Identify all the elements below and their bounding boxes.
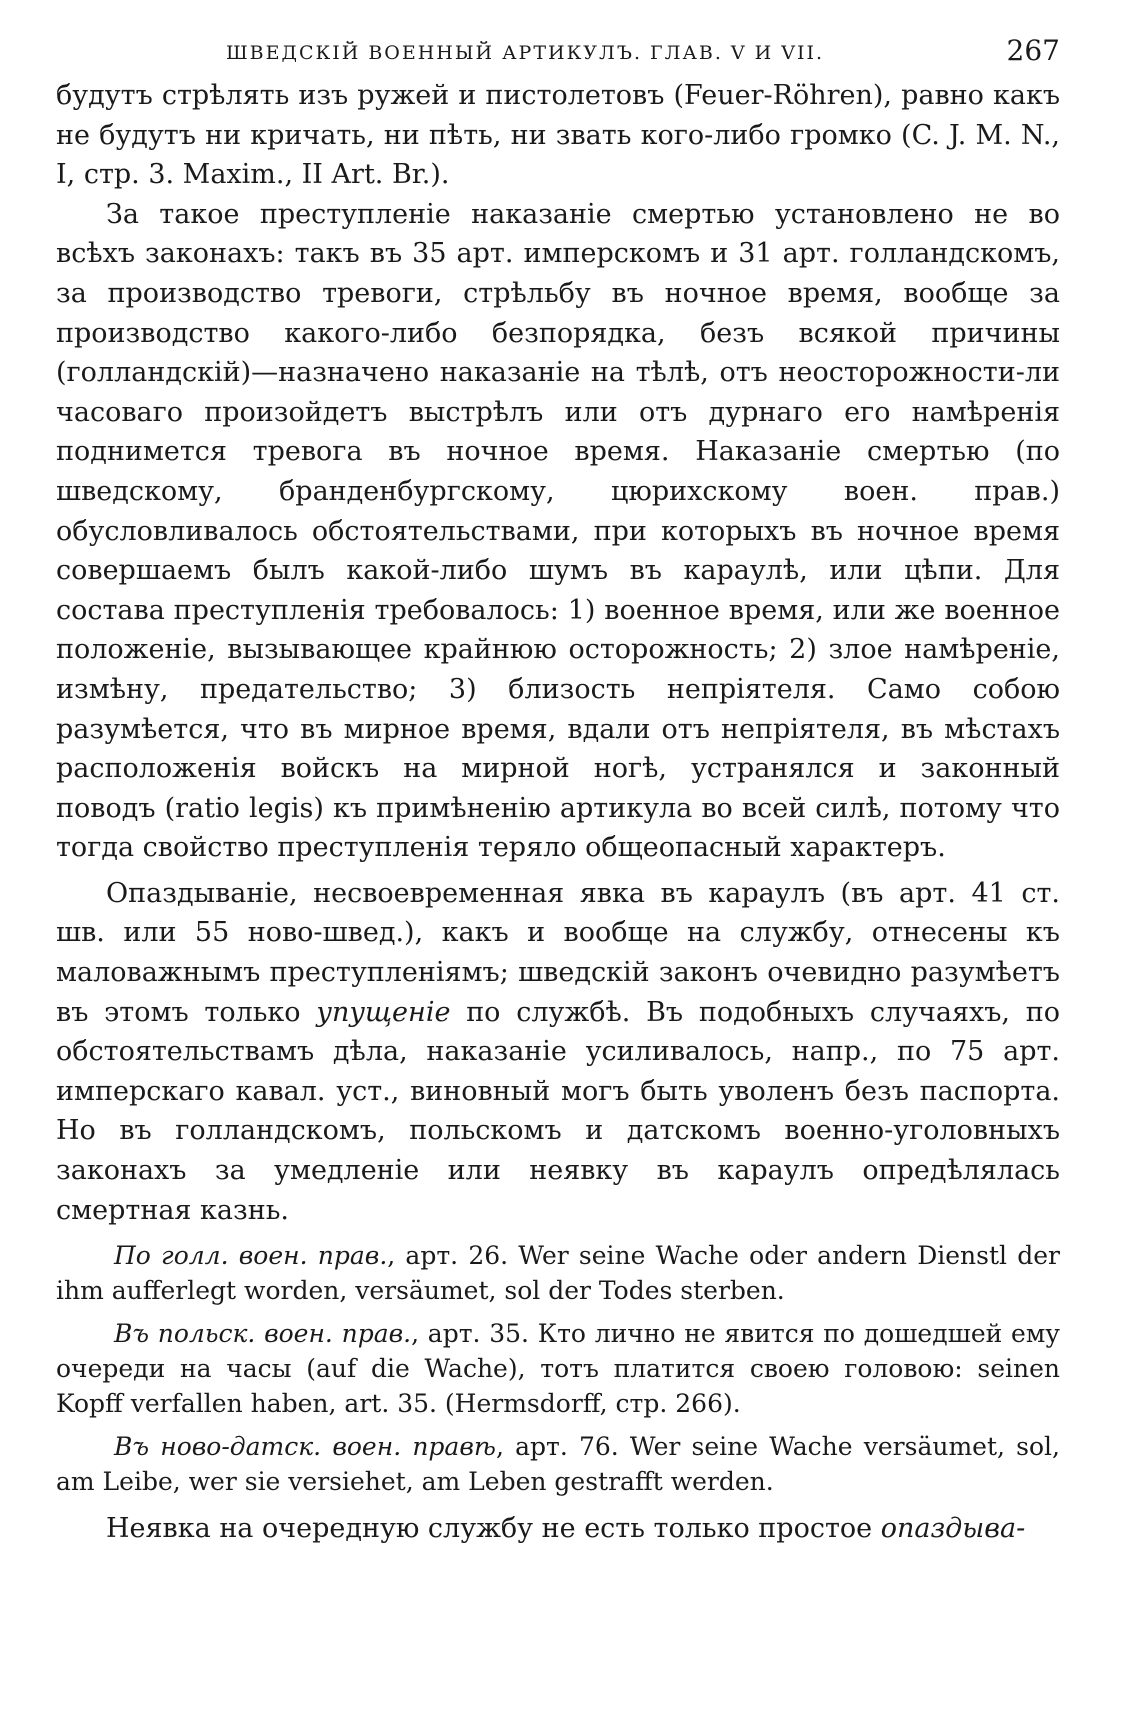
quotations-block	[56, 1238, 1060, 1499]
running-head-title: ШВЕДСКІЙ ВОЕННЫЙ АРТИКУЛЪ. ГЛАВ. V И VII.	[226, 42, 825, 64]
book-page	[56, 28, 1060, 1549]
quote-text: , арт. 35. Кто лично не явится по дошедшей ему очереди на часы (auf die Wache), тотъ платится своею головою: seinen Kopff verfallen haben, art. 35. (Hermsdorff, стр. 266).	[56, 1319, 1060, 1419]
paragraph-final-emphasis: опаздыва-	[880, 1513, 1026, 1545]
quote-source: По голл. воен. прав.	[114, 1241, 388, 1271]
quote-text: , арт. 26. Wer seine Wache oder andern Dienstl der ihm aufferlegt worden, versäumet, sol der Todes sterben.	[56, 1241, 1060, 1306]
running-head	[56, 28, 1060, 76]
quote-source: Въ польск. воен. прав.	[114, 1319, 412, 1349]
quote-dutch-law	[56, 1238, 1060, 1308]
paragraph-final-text: Неявка на очередную службу не есть только простое	[106, 1513, 881, 1545]
paragraph-final	[56, 1509, 1060, 1549]
paragraph-lateness	[56, 874, 1060, 1230]
quote-danish-law	[56, 1429, 1060, 1499]
paragraph-continuation: будутъ стрѣлять изъ ружей и пистолетовъ (Feuer-Röhren), равно какъ не будутъ ни кричать, ни пѣть, ни звать кого-либо громко (C. J. M. N., I, стр. 3. Maxim., II Art. Br.).	[56, 80, 1060, 191]
paragraph-penalty: За такое преступленіе наказаніе смертью установлено не во всѣхъ законахъ: такъ въ 35 арт. имперскомъ и 31 арт. голландскомъ, за производство тревоги, стрѣльбу въ ночное время, вообще за производство какого-либо безпорядка, безъ всякой причины (голландскій)—назначено наказаніе на тѣлѣ, отъ неосторожности-ли часоваго произойдетъ выстрѣлъ или отъ дурнаго его намѣренія поднимется тревога въ ночное время. Наказаніе смертью (по шведскому, бранденбургскому, цюрихскому воен. прав.) обусловливалось обстоятельствами, при которыхъ въ ночное время совершаемъ былъ какой-либо шумъ въ караулѣ, или цѣпи. Для состава преступленія требовалось: 1) военное время, или же военное положеніе, вызывающее крайнюю осторожность; 2) злое намѣреніе, измѣну, предательство; 3) близость непріятеля. Само собою разумѣется, что въ мирное время, вдали отъ непріятеля, въ мѣстахъ расположенія войскъ на мирной ногѣ, устранялся и законный поводъ (ratio legis) къ примѣненію артикула во всей силѣ, потому что тогда свойство преступленія теряло общеопасный характеръ.	[56, 198, 1060, 864]
paragraph-lateness-emphasis: упущеніе	[316, 996, 451, 1028]
quote-polish-law	[56, 1316, 1060, 1421]
paragraph-lateness-part2: по службѣ. Въ подобныхъ случаяхъ, по обстоятельствамъ дѣла, наказаніе усиливалось, напр., по 75 арт. имперскаго кавал. уст., виновный могъ быть уволенъ безъ паспорта. Но въ голландскомъ, польскомъ и датскомъ военно-уголовныхъ законахъ за умедленіе или неявку въ караулъ опредѣлялась смертная казнь.	[56, 996, 1060, 1226]
quote-source: Въ ново-датск. воен. правѣ	[114, 1432, 496, 1462]
quote-text: , арт. 76. Wer seine Wache versäumet, sol, am Leibe, wer sie versiehet, am Leben gestrafft werden.	[56, 1432, 1060, 1497]
paragraph-lateness-part1: Опаздываніе, несвоевременная явка въ караулъ (въ арт. 41 ст. шв. или 55 ново-швед.), какъ и вообще на службу, отнесены къ маловажнымъ преступленіямъ; шведскій законъ очевидно разумѣетъ въ этомъ только	[56, 877, 1060, 1028]
final-paragraph-block	[56, 1509, 1060, 1549]
body-text	[56, 76, 1060, 1230]
page-number: 267	[1006, 34, 1060, 67]
